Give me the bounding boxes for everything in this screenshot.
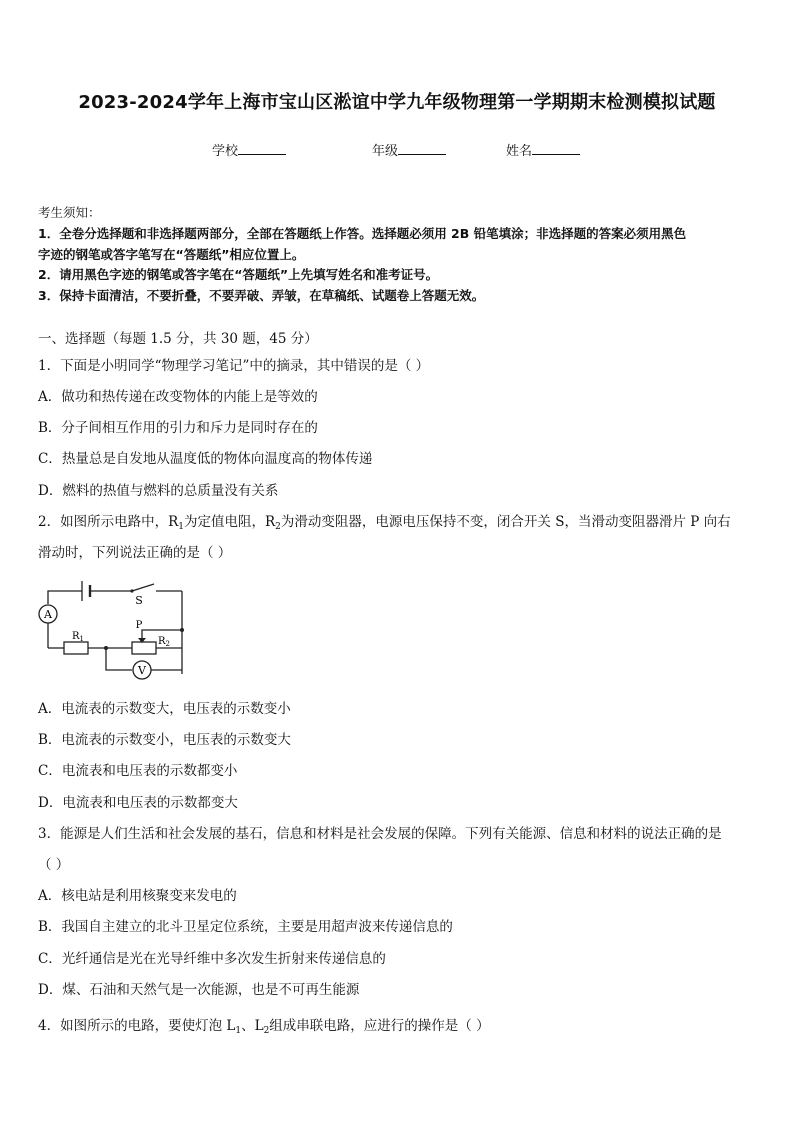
q4-stem-part-1: 4．如图所示的电路，要使灯泡 L <box>38 1018 236 1034</box>
student-info-row <box>0 140 794 160</box>
q2-option-c: C．电流表和电压表的示数都变小 <box>38 763 238 779</box>
q2-r1-subscript: 1 <box>178 522 184 532</box>
grade-blank <box>398 140 446 155</box>
q2-circuit-diagram <box>36 574 192 682</box>
q3-option-b: B．我国自主建立的北斗卫星定位系统，主要是用超声波来传递信息的 <box>38 919 453 935</box>
junction-dot-right <box>180 628 184 632</box>
junction-dot-left <box>104 646 108 650</box>
wire-voltmeter-left <box>106 648 132 670</box>
switch-label: S <box>135 594 143 607</box>
grade-field <box>372 140 446 159</box>
q3-stem-line-2: （ ） <box>38 857 70 873</box>
notice-line-3: 3．保持卡面清洁，不要折叠，不要弄破、弄皱，在草稿纸、试题卷上答题无效。 <box>38 288 485 303</box>
name-label: 姓名 <box>506 144 533 159</box>
notice-line-2: 2．请用黑色字迹的钢笔或答字笔在“答题纸”上先填写姓名和准考证号。 <box>38 267 439 282</box>
q1-option-d: D．燃料的热值与燃料的总质量没有关系 <box>38 483 279 499</box>
q4-stem-separator: 、L <box>241 1018 264 1034</box>
q1-option-b: B．分子间相互作用的引力和斥力是同时存在的 <box>38 420 318 436</box>
q2-r2-subscript: 2 <box>275 522 281 532</box>
q1-option-a: A．做功和热传递在改变物体的内能上是等效的 <box>38 389 318 405</box>
name-blank <box>532 140 580 155</box>
q4-stem <box>38 1014 490 1036</box>
notice-line-1b: 字迹的钢笔或答字笔写在“答题纸”相应位置上。 <box>38 247 305 262</box>
notice-heading: 考生须知： <box>38 205 101 220</box>
q2-stem-part-3: 为滑动变阻器，电源电压保持不变，闭合开关 S，当滑动变阻器滑片 P 向右 <box>280 514 731 530</box>
q2-option-d: D．电流表和电压表的示数都变大 <box>38 795 238 811</box>
r1-label: $R_1$ <box>72 631 84 643</box>
q4-l1-subscript: 1 <box>235 1026 242 1036</box>
r2-resistor <box>132 642 156 654</box>
slider-label: P <box>135 620 143 631</box>
section-heading: 一、选择题（每题 1.5 分，共 30 题，45 分） <box>38 331 318 347</box>
q2-stem-part-1: 2．如图所示电路中，R <box>38 514 179 530</box>
grade-label: 年级 <box>372 144 399 159</box>
q3-option-c: C．光纤通信是光在光导纤维中多次发生折射来传递信息的 <box>38 951 386 967</box>
exam-title: 2023-2024学年上海市宝山区淞谊中学九年级物理第一学期期末检测模拟试题 <box>78 92 716 113</box>
q2-stem-part-2: 为定值电阻，R <box>184 514 276 530</box>
q3-option-d: D．煤、石油和天然气是一次能源，也是不可再生能源 <box>38 982 360 998</box>
q4-stem-part-2: 组成串联电路，应进行的操作是（ ） <box>269 1018 490 1034</box>
switch-blade <box>132 584 154 591</box>
school-field <box>212 140 286 159</box>
wire-top-left <box>48 591 82 604</box>
voltmeter-label: V <box>138 664 146 677</box>
ammeter-label: A <box>44 608 52 621</box>
q1-stem: 1．下面是小明同学“物理学习笔记”中的摘录，其中错误的是（ ） <box>38 358 430 374</box>
school-label: 学校 <box>212 144 239 159</box>
q4-l2-subscript: 2 <box>263 1026 270 1036</box>
q2-stem-line-2: 滑动时，下列说法正确的是（ ） <box>38 545 232 561</box>
notice-line-1a: 1．全卷分选择题和非选择题两部分，全部在答题纸上作答。选择题必须用 2B 铅笔填涂；非选择题的答案必须用黑色 <box>38 226 687 241</box>
r2-label: $R_2$ <box>158 636 170 648</box>
r1-resistor <box>64 642 88 654</box>
q2-stem-line-1 <box>38 510 731 532</box>
q3-stem-line-1: 3．能源是人们生活和社会发展的基石，信息和材料是社会发展的保障。下列有关能源、信息和材料的说法正确的是 <box>38 826 722 842</box>
switch-pivot <box>130 589 133 592</box>
q1-option-c: C．热量总是自发地从温度低的物体向温度高的物体传递 <box>38 451 373 467</box>
q2-option-b: B．电流表的示数变小，电压表的示数变大 <box>38 732 291 748</box>
school-blank <box>238 140 286 155</box>
q2-option-a: A．电流表的示数变大，电压表的示数变小 <box>38 701 291 717</box>
q3-option-a: A．核电站是利用核聚变来发电的 <box>38 888 237 904</box>
name-field <box>506 140 580 159</box>
